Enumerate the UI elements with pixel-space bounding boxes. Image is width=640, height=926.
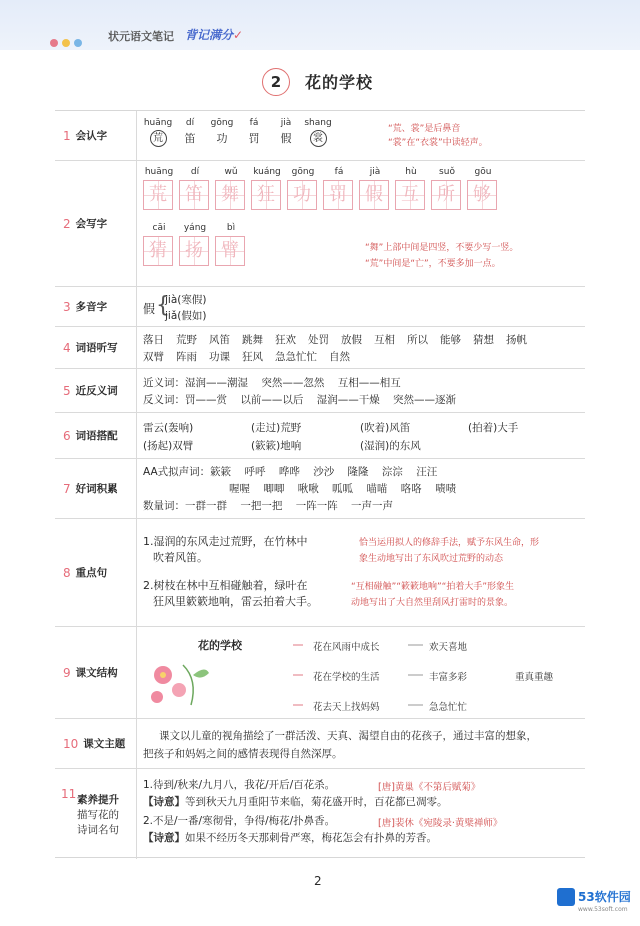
recognize-note-1: “荒、裳”是后鼻音 — [388, 124, 461, 134]
collocations — [143, 413, 585, 458]
dictation-word: 跳舞 — [242, 334, 263, 346]
row-label-text: 重点句 — [75, 567, 108, 579]
pinyin: shang — [304, 118, 332, 128]
tracing-grid — [215, 180, 245, 210]
row-label — [55, 369, 137, 412]
brand-tag — [185, 26, 243, 43]
write-chars — [143, 161, 585, 286]
collocation: (扬起)双臂 — [143, 440, 194, 452]
circled-char: 裳 — [310, 130, 327, 147]
row-key-sentences — [55, 519, 585, 627]
reading-1: jià(寒假) — [165, 294, 207, 306]
dictation-word: 处罚 — [308, 334, 329, 346]
poem-1-source: [唐]黄巢《不第后赋菊》 — [378, 782, 481, 793]
branch-1-result: 欢天喜地 — [429, 642, 468, 653]
branch-3-result: 急急忙忙 — [429, 702, 468, 713]
tracing-grid — [323, 180, 353, 210]
row-label-text: 好词积累 — [75, 483, 118, 495]
antonym-line: 反义词：罚——赏 以前——以后 湿润——干燥 突然——逐渐 — [143, 394, 457, 406]
write-char — [323, 167, 355, 205]
collocation: 雷云(轰响) — [143, 422, 194, 434]
row-label-text: 词语听写 — [75, 342, 118, 354]
synonym-line: 近义词：湿润——潮湿 突然——忽然 互相——相互 — [143, 377, 401, 389]
row-label-text: 课文结构 — [75, 667, 118, 679]
blue-dot — [74, 39, 82, 47]
meaning-label: 【诗意】 — [143, 832, 185, 844]
trace-char: 所 — [437, 184, 455, 205]
row-label-text-3: 诗词名句 — [77, 823, 119, 836]
pinyin: fá — [249, 118, 259, 128]
row-label — [55, 161, 137, 286]
tracing-grid — [395, 180, 425, 210]
row-recognize-chars — [55, 111, 585, 161]
site-logo[interactable] — [557, 886, 639, 918]
dictation-word: 急急忙忙 — [275, 351, 317, 363]
logo-icon — [557, 888, 575, 906]
sentence-1a: 1.湿润的东风走过荒野，在竹林中 — [143, 535, 308, 548]
row-dictation — [55, 327, 585, 369]
poem-2-source: [唐]裴休《宛陵录·黄檗禅师》 — [378, 818, 503, 829]
pink-dot — [50, 39, 58, 47]
tracing-grid — [359, 180, 389, 210]
recognize-char — [271, 118, 301, 146]
write-char — [179, 167, 211, 205]
onomatopoeia-line-2: 喔喔 唧唧 啾啾 呱呱 喵喵 咯咯 啧啧 — [229, 483, 457, 495]
branch-2: 花在学校的生活 — [313, 672, 380, 683]
tracing-grid — [467, 180, 497, 210]
row-label — [55, 627, 137, 718]
stem — [183, 665, 193, 705]
branch-2-extra: 重真重趣 — [515, 672, 554, 683]
theme-line-2: 把孩子和妈妈之间的感情表现得自然深厚。 — [143, 748, 343, 760]
row-polyphone — [55, 287, 585, 327]
dictation-word: 所以 — [407, 334, 428, 346]
trace-char: 扬 — [185, 240, 203, 261]
write-char — [215, 167, 247, 205]
row-label-text: 会写字 — [75, 218, 108, 230]
good-words — [143, 459, 585, 518]
row-label-text: 近反义词 — [75, 385, 118, 397]
row-synonyms — [55, 369, 585, 413]
brand-tag-text: 背记满分 — [185, 28, 234, 42]
trace-char: 狂 — [257, 184, 275, 205]
write-char — [431, 167, 463, 205]
recognize-char — [303, 118, 333, 147]
write-char — [395, 167, 427, 205]
row-poems — [55, 769, 585, 859]
pinyin: yáng — [183, 223, 207, 233]
poem-1: 1.待到/秋来/九月八，我花/开后/百花杀。 — [143, 779, 336, 791]
dictation-word: 猜想 — [473, 334, 494, 346]
row-label-text: 会认字 — [75, 130, 108, 142]
pinyin: gōng — [291, 167, 315, 177]
sentence-note-2b: 动地写出了大自然里刮风打雷时的景象。 — [351, 598, 514, 608]
leaf — [193, 669, 209, 677]
write-char — [215, 223, 247, 261]
sentence-2a: 2.树枝在林中互相碰触着，绿叶在 — [143, 579, 308, 592]
pinyin: hù — [405, 167, 417, 177]
sentence-note-1a: 恰当运用拟人的修辞手法，赋予东风生命，形 — [359, 538, 540, 548]
tracing-grid — [143, 180, 173, 210]
row-theme — [55, 719, 585, 769]
dictation-word: 能够 — [440, 334, 461, 346]
brace: { — [156, 293, 170, 318]
collocation: (拍着)大手 — [468, 422, 519, 434]
pinyin: dí — [190, 167, 200, 177]
row-write-chars — [55, 161, 585, 287]
pinyin: jià — [280, 118, 292, 128]
recognize-char — [207, 118, 237, 146]
row-number: 8 — [63, 565, 71, 580]
trace-char: 功 — [293, 184, 311, 205]
pinyin: dí — [185, 118, 195, 128]
pinyin: wǔ — [224, 167, 238, 177]
hanzi — [303, 130, 333, 147]
poem-2-meaning — [143, 830, 437, 845]
trace-char: 猜 — [149, 240, 167, 261]
dictation-word: 狂欢 — [275, 334, 296, 346]
collocation: (簌簌)地响 — [251, 440, 302, 452]
trace-char: 假 — [365, 184, 383, 205]
pinyin: cāi — [152, 223, 166, 233]
logo-subtext: www.53soft.com — [578, 906, 628, 913]
row-label — [55, 719, 137, 768]
row-label-text: 词语搭配 — [75, 430, 118, 442]
recognize-char — [239, 118, 269, 146]
row-number: 9 — [63, 665, 71, 680]
circled-char: 荒 — [150, 130, 167, 147]
pinyin: bì — [226, 223, 236, 233]
tracing-grid — [179, 236, 209, 266]
tracing-grid — [287, 180, 317, 210]
write-char — [467, 167, 499, 205]
hanzi: 假 — [280, 132, 292, 145]
trace-char: 够 — [473, 184, 491, 205]
notes-table — [55, 110, 585, 858]
structure-lines — [283, 635, 423, 715]
dictation-line-2 — [143, 349, 362, 364]
tracing-grid — [431, 180, 461, 210]
header-band — [0, 0, 640, 50]
check-icon: ✓ — [233, 28, 244, 42]
row-label — [55, 327, 137, 368]
flower-3 — [151, 691, 163, 703]
dictation-word: 放假 — [341, 334, 362, 346]
meaning-label: 【诗意】 — [143, 796, 185, 808]
poem-1-meaning — [143, 794, 448, 809]
trace-char: 互 — [401, 184, 419, 205]
row-label — [55, 287, 137, 326]
pinyin: huāng — [143, 118, 173, 128]
yellow-dot — [62, 39, 70, 47]
trace-char: 舞 — [221, 184, 239, 205]
reading-2: jiǎ(假如) — [165, 310, 207, 322]
pinyin: gōu — [474, 167, 492, 177]
sentence-2b: 狂风里簌簌地响，雷云拍着大手。 — [153, 595, 318, 608]
hanzi: 罚 — [248, 132, 260, 145]
structure-center: 花的学校 — [198, 639, 242, 652]
trace-char: 荒 — [149, 184, 167, 205]
row-number: 11 — [61, 787, 77, 801]
row-number: 4 — [63, 340, 71, 355]
write-char — [143, 223, 175, 261]
row-number: 1 — [63, 128, 71, 143]
write-note-1: “舞”上部中间是四竖，不要少写一竖。 — [365, 243, 519, 253]
dictation-word: 双臂 — [143, 351, 164, 363]
row-label — [55, 519, 137, 626]
key-sentences — [143, 519, 585, 626]
row-number: 2 — [63, 216, 71, 231]
dictation-word: 狂风 — [242, 351, 263, 363]
branch-1-label: 花在风雨中成长 — [313, 642, 380, 653]
hanzi: 功 — [216, 132, 228, 145]
lesson-number: 2 — [262, 68, 290, 96]
poem-2: 2.不是/一番/寒彻骨，争得/梅花/扑鼻香。 — [143, 815, 336, 827]
row-label-text: 课文主题 — [83, 738, 126, 750]
pinyin: jià — [369, 167, 381, 177]
dictation-line-1 — [143, 332, 539, 347]
row-label — [55, 413, 137, 458]
write-char — [143, 167, 175, 205]
recognize-note-2: “裳”在“衣裳”中读轻声。 — [388, 138, 488, 148]
row-label-text: 多音字 — [75, 301, 108, 313]
tracing-grid — [179, 180, 209, 210]
write-char — [359, 167, 391, 205]
row-good-words — [55, 459, 585, 519]
pinyin: kuáng — [253, 167, 281, 177]
flower-2 — [172, 683, 186, 697]
polyphone — [143, 287, 585, 326]
write-char — [251, 167, 283, 205]
row-number: 7 — [63, 481, 71, 496]
pinyin: fá — [334, 167, 344, 177]
dictation-word: 风笛 — [209, 334, 230, 346]
brand-name: 状元语文笔记 — [108, 30, 174, 43]
dictation-word: 互相 — [374, 334, 395, 346]
recognize-char — [175, 118, 205, 146]
lesson-title: 花的学校 — [305, 73, 374, 92]
row-number: 5 — [63, 383, 71, 398]
dictation-word: 扬帆 — [506, 334, 527, 346]
theme-line-1: 课文以儿童的视角描绘了一群活泼、天真、渴望自由的花孩子，通过丰富的想象， — [159, 730, 537, 742]
collocation: (走过)荒野 — [251, 422, 302, 434]
row-structure — [55, 627, 585, 719]
collocation: (湿润)的东风 — [360, 440, 421, 452]
structure — [143, 627, 585, 718]
pinyin: huāng — [144, 167, 174, 177]
write-char — [287, 167, 319, 205]
sentence-note-2a: “互相碰触”“簌簌地响”“拍着大手”形象生 — [351, 582, 514, 592]
row-label — [55, 111, 137, 160]
pinyin: suǒ — [439, 167, 455, 177]
header-dots — [50, 32, 86, 51]
dictation — [143, 327, 585, 368]
write-note-2: “荒”中间是“亡”，不要多加一点。 — [365, 259, 501, 269]
row-label-text: 素养提升 — [77, 793, 119, 806]
dictation-word: 阵雨 — [176, 351, 197, 363]
write-char — [179, 223, 211, 261]
dictation-word: 荒野 — [176, 334, 197, 346]
row-label — [55, 459, 137, 518]
dictation-word: 功课 — [209, 351, 230, 363]
branch-2-result: 丰富多彩 — [429, 672, 468, 683]
recognize-chars — [143, 111, 585, 160]
row-collocations — [55, 413, 585, 459]
flower-1-center — [160, 672, 166, 678]
tracing-grid — [251, 180, 281, 210]
page-number: 2 — [314, 874, 322, 888]
meaning-text: 等到秋天九月重阳节来临，菊花盛开时，百花都已凋零。 — [185, 796, 448, 808]
hanzi: 笛 — [184, 132, 196, 145]
tracing-grid — [215, 236, 245, 266]
tracing-grid — [143, 236, 173, 266]
polyphone-char: 假 — [143, 302, 156, 316]
branch-3: 花去天上找妈妈 — [313, 702, 380, 713]
hanzi — [143, 130, 173, 147]
recognize-char — [143, 118, 173, 147]
row-label-text-2: 描写花的 — [77, 808, 119, 821]
trace-char: 笛 — [185, 184, 203, 205]
quantifier-line: 数量词：一群一群 一把一把 一阵一阵 一声一声 — [143, 500, 394, 512]
collocation: (吹着)风笛 — [360, 422, 411, 434]
row-number: 3 — [63, 299, 71, 314]
row-label — [55, 769, 137, 859]
dictation-word: 自然 — [329, 351, 350, 363]
logo-text: 53软件园 — [578, 890, 631, 904]
sentence-note-1b: 象生动地写出了东风吹过荒野的动态 — [359, 554, 504, 564]
row-number: 10 — [63, 736, 79, 751]
poems — [143, 769, 585, 859]
pinyin: gōng — [210, 118, 234, 128]
sentence-1b: 吹着风笛。 — [153, 551, 208, 564]
meaning-text: 如果不经历冬天那刺骨严寒，梅花怎会有扑鼻的芳香。 — [185, 832, 437, 844]
trace-char: 臂 — [221, 240, 239, 261]
onomatopoeia-line-1: AA式拟声词：簌簌 呼呼 哗哗 沙沙 隆隆 淙淙 汪汪 — [143, 466, 438, 478]
theme — [143, 719, 585, 768]
row-number: 6 — [63, 428, 71, 443]
dictation-word: 落日 — [143, 334, 164, 346]
trace-char: 罚 — [329, 184, 347, 205]
synonyms — [143, 369, 585, 412]
